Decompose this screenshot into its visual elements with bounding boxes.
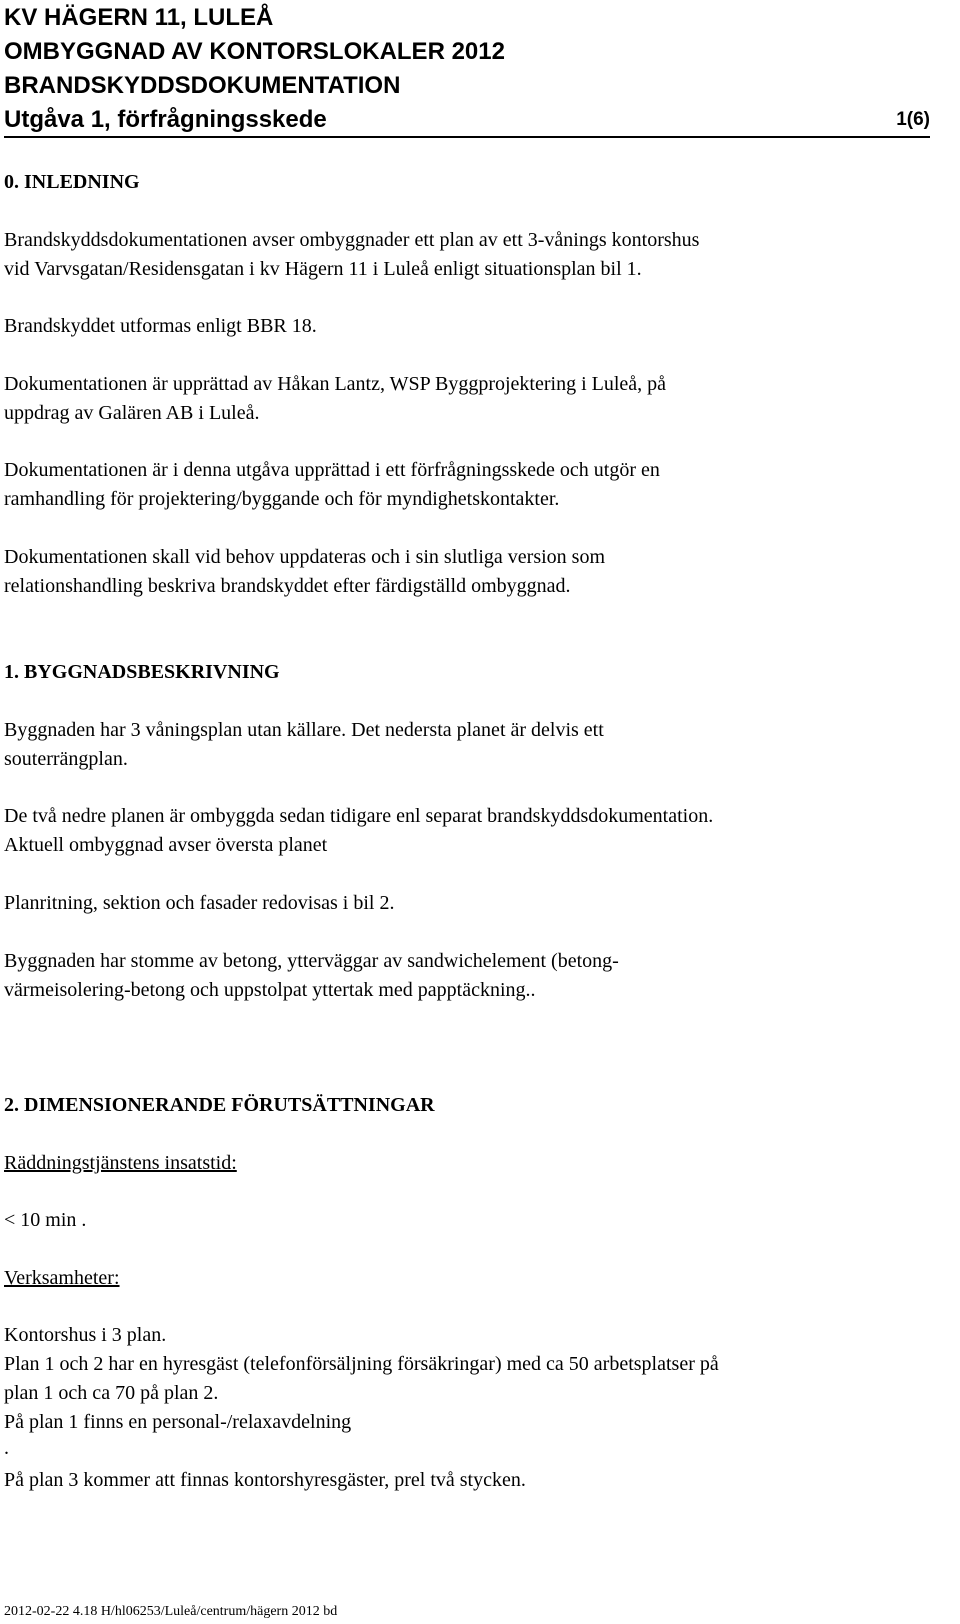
- para-line: Dokumentationen är upprättad av Håkan Lantz, WSP Byggprojektering i Luleå, på: [4, 373, 667, 395]
- subheading-verksamheter: Verksamheter:: [4, 1267, 120, 1289]
- para-line: plan 1 och ca 70 på plan 2.: [4, 1382, 219, 1404]
- para-line: relationshandling beskriva brandskyddet efter färdigställd ombyggnad.: [4, 575, 571, 597]
- para-line: uppdrag av Galären AB i Luleå.: [4, 402, 260, 424]
- para-line: ramhandling för projektering/byggande och för myndighetskontakter.: [4, 488, 560, 510]
- para-line: .: [4, 1437, 9, 1459]
- para-line: De två nedre planen är ombyggda sedan tidigare enl separat brandskyddsdokumentation.: [4, 805, 714, 827]
- para-line: Byggnaden har 3 våningsplan utan källare. Det nedersta planet är delvis ett: [4, 719, 604, 741]
- heading-inledning: 0. INLEDNING: [4, 171, 140, 193]
- para-line: Brandskyddsdokumentationen avser ombyggnader ett plan av ett 3-vånings kontorshus: [4, 229, 700, 251]
- para-line: Brandskyddet utformas enligt BBR 18.: [4, 315, 317, 337]
- subheading-insatstid: Räddningstjänstens insatstid:: [4, 1152, 237, 1174]
- para-line: På plan 3 kommer att finnas kontorshyresgäster, prel två stycken.: [4, 1469, 526, 1491]
- para-line: Planritning, sektion och fasader redovisas i bil 2.: [4, 892, 395, 914]
- header-edition: Utgåva 1, förfrågningsskede: [4, 106, 327, 133]
- para-line: På plan 1 finns en personal-/relaxavdelning: [4, 1411, 352, 1433]
- para-line: Dokumentationen är i denna utgåva upprättad i ett förfrågningsskede och utgör en: [4, 459, 660, 481]
- header-edition-row: [4, 106, 930, 138]
- para-line: Kontorshus i 3 plan.: [4, 1324, 167, 1346]
- footer-reference: 2012-02-22 4.18 H/hl06253/Luleå/centrum/hägern 2012 bd: [4, 1604, 338, 1619]
- para-line: Plan 1 och 2 har en hyresgäst (telefonförsäljning försäkringar) med ca 50 arbetsplatser på: [4, 1353, 719, 1375]
- page-number: 1(6): [896, 109, 930, 130]
- para-line: Aktuell ombyggnad avser översta planet: [4, 834, 328, 856]
- para-line: Dokumentationen skall vid behov uppdateras och i sin slutliga version som: [4, 546, 606, 568]
- header-project: OMBYGGNAD AV KONTORSLOKALER 2012: [4, 38, 505, 65]
- insatstid-value: < 10 min .: [4, 1209, 87, 1231]
- heading-dimensionerande: 2. DIMENSIONERANDE FÖRUTSÄTTNINGAR: [4, 1094, 435, 1116]
- para-line: vid Varvsgatan/Residensgatan i kv Hägern 11 i Luleå enligt situationsplan bil 1.: [4, 258, 642, 280]
- header-property: KV HÄGERN 11, LULEÅ: [4, 4, 274, 31]
- para-line: värmeisolering-betong och uppstolpat yttertak med papptäckning..: [4, 979, 536, 1001]
- para-line: souterrängplan.: [4, 748, 128, 770]
- heading-byggnadsbeskrivning: 1. BYGGNADSBESKRIVNING: [4, 661, 280, 683]
- para-line: Byggnaden har stomme av betong, ytterväggar av sandwichelement (betong-: [4, 950, 619, 972]
- header-doc-type: BRANDSKYDDSDOKUMENTATION: [4, 72, 401, 99]
